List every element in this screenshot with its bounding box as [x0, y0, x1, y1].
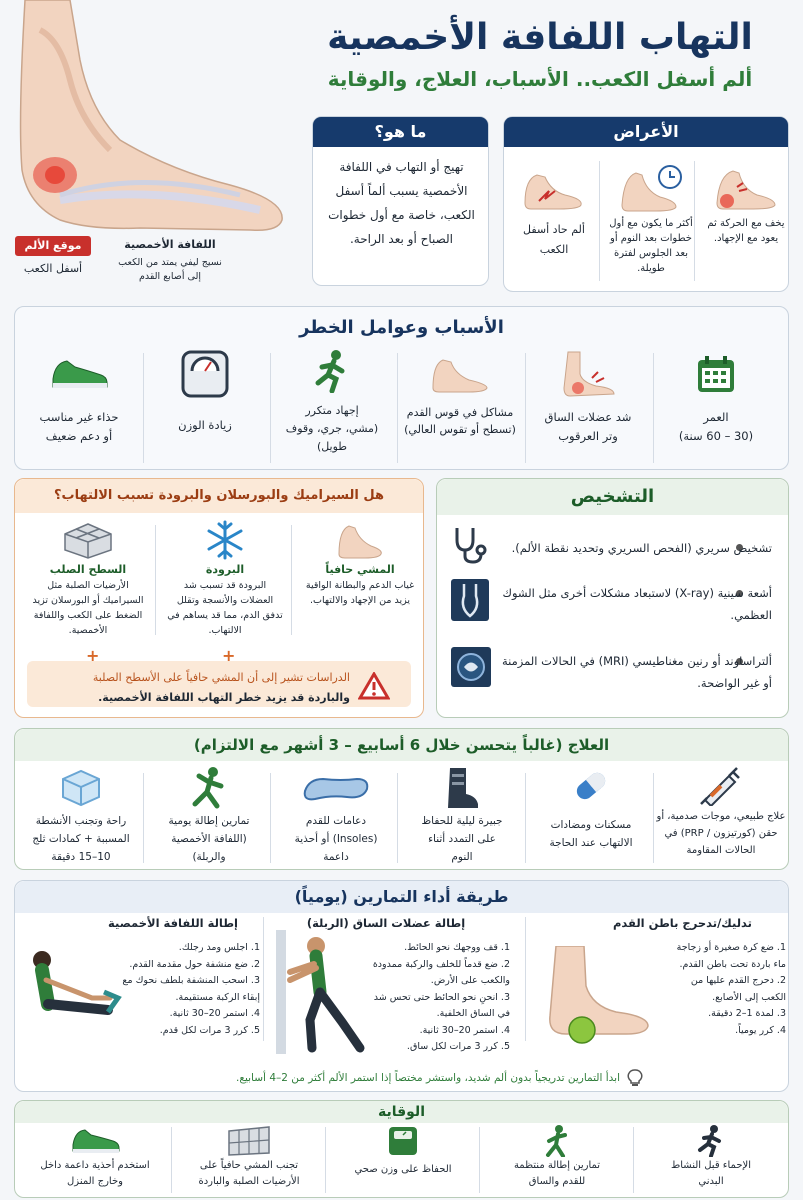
cause-line1: العمر [703, 410, 729, 424]
stretch-figure-icon [482, 1124, 632, 1158]
diagnosis-text: أشعة سينية (X-ray) لاستبعاد مشكلات أخرى مثل الشوك العظمي. [502, 586, 772, 622]
tiles-icon [20, 518, 156, 562]
what-panel [312, 116, 489, 286]
ceramic-item-title: المشي حافياً [325, 563, 395, 576]
cause-line2: أو دعم ضعيف [45, 429, 113, 443]
treatment-item [400, 766, 524, 866]
symptoms-title: الأعراض [504, 117, 788, 147]
runner-icon [270, 346, 394, 396]
treatment-text: دعامات للقدم (Insoles) أو أحذية داعمة [294, 815, 378, 863]
ceramic-item [294, 518, 426, 608]
ceramic-item [158, 518, 292, 638]
plus-sign: + [86, 646, 100, 665]
prevention-text: تجنب المشي حافياً على الأرضيات الصلبة والباردة [198, 1160, 300, 1187]
exercise-step: 4. استمر 20–30 ثانية. [419, 1024, 510, 1036]
scale-icon [144, 346, 266, 402]
page-title: التهاب اللفافة الأخمصية [327, 17, 753, 58]
prevention-item [174, 1124, 324, 1190]
cause-item [18, 346, 140, 446]
exercise-step: 2. ضع قدماً للخلف والركبة ممدودة والكعب على الأرض. [372, 958, 510, 986]
pain-tag-label: موقع الألم [24, 239, 82, 252]
exercise-step: 1. قف ووجهك نحو الحائط. [404, 942, 510, 953]
sneaker-icon [18, 346, 140, 402]
what-text: تهيج أو التهاب في اللفافة الأخمصية يسبب ألماً أسفل الكعب، خاصة مع أول خطوات الصباح أو بعد الراحة. [328, 160, 475, 246]
hard-floor-icon [174, 1124, 324, 1158]
xray-icon [450, 578, 490, 626]
fascia-desc: نسيج ليفي يمتد من الكعب إلى أصابع القدم [118, 257, 222, 282]
supportive-shoe-icon [20, 1124, 170, 1158]
prevention-text: استخدم أحذية داعمة داخل وخارج المنزل [40, 1160, 150, 1187]
prevention-item [636, 1124, 786, 1190]
towel-stretch-illustration [22, 946, 122, 1040]
symptom-item [510, 160, 598, 260]
prevention-item [482, 1124, 632, 1190]
exercise-tip: ابدأ التمارين تدريجياً بدون ألم شديد، واستشر مختصاً إذا استمر الألم أكثر من 2–4 أسابيع. [236, 1072, 620, 1084]
prevention-text: الإحماء قبل النشاط البدني [671, 1160, 751, 1187]
plus-sign: + [222, 646, 236, 665]
exercise-steps [370, 940, 510, 1056]
treatment-text: تمارين إطالة يومية (اللفافة الأخمصية والربلة) [168, 815, 250, 863]
warning-line1: الدراسات تشير إلى أن المشي حافياً على الأسطح الصلبة [92, 671, 350, 684]
mri-icon [450, 646, 492, 692]
bare-foot-icon [294, 518, 426, 562]
foot-ball-illustration [536, 946, 666, 1050]
symptom-text: أكثر ما يكون مع أول خطوات بعد النوم أو بعد الجلوس لفترة طويلة. [609, 218, 693, 274]
exercise-title: إطالة اللفافة الأخمصية [108, 916, 238, 930]
ice-cube-icon [18, 766, 144, 810]
prevention-title: الوقاية [15, 1101, 788, 1123]
exercise-step: 3. اسحب المنشفة بلطف نحوك مع إبقاء الركبة مستقيمة. [122, 975, 260, 1003]
cause-item [270, 346, 394, 456]
exercise-step: 2. دحرج القدم عليها من الكعب إلى الأصابع. [690, 975, 786, 1003]
treatment-text: علاج طبيعي، موجات صدمية، أو حقن (كورتيزون / PRP) في الحالات المقاومة [656, 811, 786, 856]
calendar-icon [654, 346, 778, 402]
treatment-text: جبيرة ليلية للحفاظ على التمدد أثناء النوم [421, 815, 503, 863]
prevention-item [20, 1124, 170, 1190]
syringe-icon [656, 766, 786, 806]
symptom-text: يخف مع الحركة ثم يعود مع الإجهاد. [707, 218, 785, 244]
ceramic-item-text: الأرضيات الصلبة مثل السيراميك أو البورسلان تزيد الضغط على الكعب واللفافة الأخمصية. [32, 580, 144, 636]
ceramic-item-text: البرودة قد تسبب شد العضلات والأنسجة وتقلل تدفق الدم، مما قد يساهم في الالتهاب. [167, 580, 283, 636]
ceramic-item-text: غياب الدعم والبطانة الواقية يزيد من الإجهاد والالتهاب. [305, 580, 415, 606]
pain-location-sub: أسفل الكعب [23, 262, 83, 275]
exercise-title: إطالة عضلات الساق (الربلة) [306, 916, 466, 930]
fascia-title: اللفافة الأخمصية [124, 238, 216, 251]
ceramic-item-title: البرودة [205, 563, 245, 576]
treatment-text: مسكنات ومضادات الالتهاب عند الحاجة [549, 819, 633, 849]
tight-calf-foot-icon [526, 346, 650, 402]
stethoscope-icon [449, 524, 491, 570]
exercise-step: 4. استمر 20–30 ثانية. [169, 1008, 260, 1019]
exercises-title: طريقة أداء التمارين (يومياً) [15, 881, 788, 913]
warmup-runner-icon [636, 1124, 786, 1158]
treatment-title: العلاج (غالباً يتحسن خلال 6 أسابيع – 3 أشهر مع الالتزام) [15, 729, 788, 761]
treatment-item [530, 766, 652, 852]
causes-title: الأسباب وعوامل الخطر [299, 317, 504, 338]
cause-item [144, 346, 266, 435]
snowflake-icon [158, 518, 292, 562]
sharp-pain-foot-icon [510, 160, 598, 216]
cause-line1: شد عضلات الساق [544, 410, 632, 424]
treatment-item [18, 766, 144, 866]
treatment-item [656, 766, 786, 859]
cause-item [654, 346, 778, 446]
treatment-item [274, 766, 398, 866]
exercise-step: 5. كرر 3 مرات لكل ساق. [406, 1041, 510, 1052]
exercise-title: تدليك/تدحرج باطن القدم [612, 916, 752, 930]
treatment-item [148, 766, 270, 866]
exercise-step: 3. لمدة 1–2 دقيقة. [708, 1008, 786, 1019]
cause-line2: (مشي، جري، وقوف طويل) [285, 422, 379, 453]
exercise-step: 1. اجلس ومد رجلك. [178, 942, 260, 953]
treatment-text: راحة وتجنب الأنشطة المسببة + كمادات ثلج 10–15 دقيقة [32, 815, 130, 863]
symptom-item [604, 160, 698, 276]
ceramic-item-title: السطح الصلب [49, 563, 127, 576]
exercise-steps [118, 940, 260, 1039]
prevention-item [328, 1124, 478, 1178]
diagnosis-title: التشخيص [437, 479, 788, 515]
prevention-text: الحفاظ على وزن صحي [354, 1164, 452, 1175]
cause-line1: مشاكل في قوس القدم [406, 406, 514, 419]
diagnosis-text: تشخيص سريري (الفحص السريري وتحديد نقطة الألم). [511, 541, 772, 555]
insole-icon [274, 766, 398, 810]
foot-arch-icon [398, 346, 522, 402]
diagnosis-text: ألتراساوند أو رنين مغناطيسي (MRI) في الحالات المزمنة أو غير الواضحة. [502, 654, 772, 690]
foot-heel-pain-icon [706, 160, 786, 216]
symptom-item [706, 160, 786, 246]
what-title: ما هو؟ [313, 117, 488, 147]
lightbulb-icon [626, 1068, 644, 1092]
ceramic-title: هل السيراميك والبورسلان والبرودة تسبب الالتهاب؟ [15, 479, 423, 513]
symptom-text: ألم حاد أسفل الكعب [523, 223, 585, 256]
exercise-step: 5. كرر 3 مرات لكل قدم. [159, 1024, 260, 1036]
capsule-icon [530, 766, 652, 806]
ceramic-item [20, 518, 156, 638]
cause-line1: حذاء غير مناسب [39, 410, 119, 424]
exercise-step: 2. ضع منشفة حول مقدمة القدم. [129, 958, 260, 970]
weight-scale-icon [328, 1124, 478, 1158]
clock-foot-icon [604, 160, 698, 216]
cause-line2: وتر العرقوب [558, 429, 618, 443]
warning-line2: والباردة قد يزيد خطر التهاب اللفافة الأخمصية. [98, 691, 350, 704]
cause-line2: (تسطح أو تقوس العالي) [404, 423, 516, 436]
stretching-person-icon [148, 766, 270, 810]
cause-item [526, 346, 650, 446]
night-splint-icon [400, 766, 524, 810]
prevention-text: تمارين إطالة منتظمة للقدم والساق [513, 1160, 601, 1187]
cause-line2: (30 – 60 سنة) [678, 429, 754, 443]
foot-anatomy-illustration [0, 0, 300, 260]
warning-icon [358, 672, 390, 704]
cause-item [398, 346, 522, 438]
pain-location-tag [15, 236, 91, 256]
cause-line1: زيادة الوزن [178, 418, 232, 432]
exercise-steps [676, 940, 786, 1039]
cause-line1: إجهاد متكرر [305, 404, 359, 417]
exercise-step: 1. ضع كرة صغيرة أو زجاجة ماء باردة تحت باطن القدم. [676, 942, 786, 970]
page-subtitle: ألم أسفل الكعب.. الأسباب، العلاج، والوقاية [327, 67, 753, 91]
calf-stretch-illustration [272, 930, 368, 1064]
exercise-step: 4. كرر يومياً. [735, 1024, 786, 1036]
exercise-step: 3. انحنِ نحو الحائط حتى تحس شد في الساق الخلفية. [373, 991, 510, 1019]
